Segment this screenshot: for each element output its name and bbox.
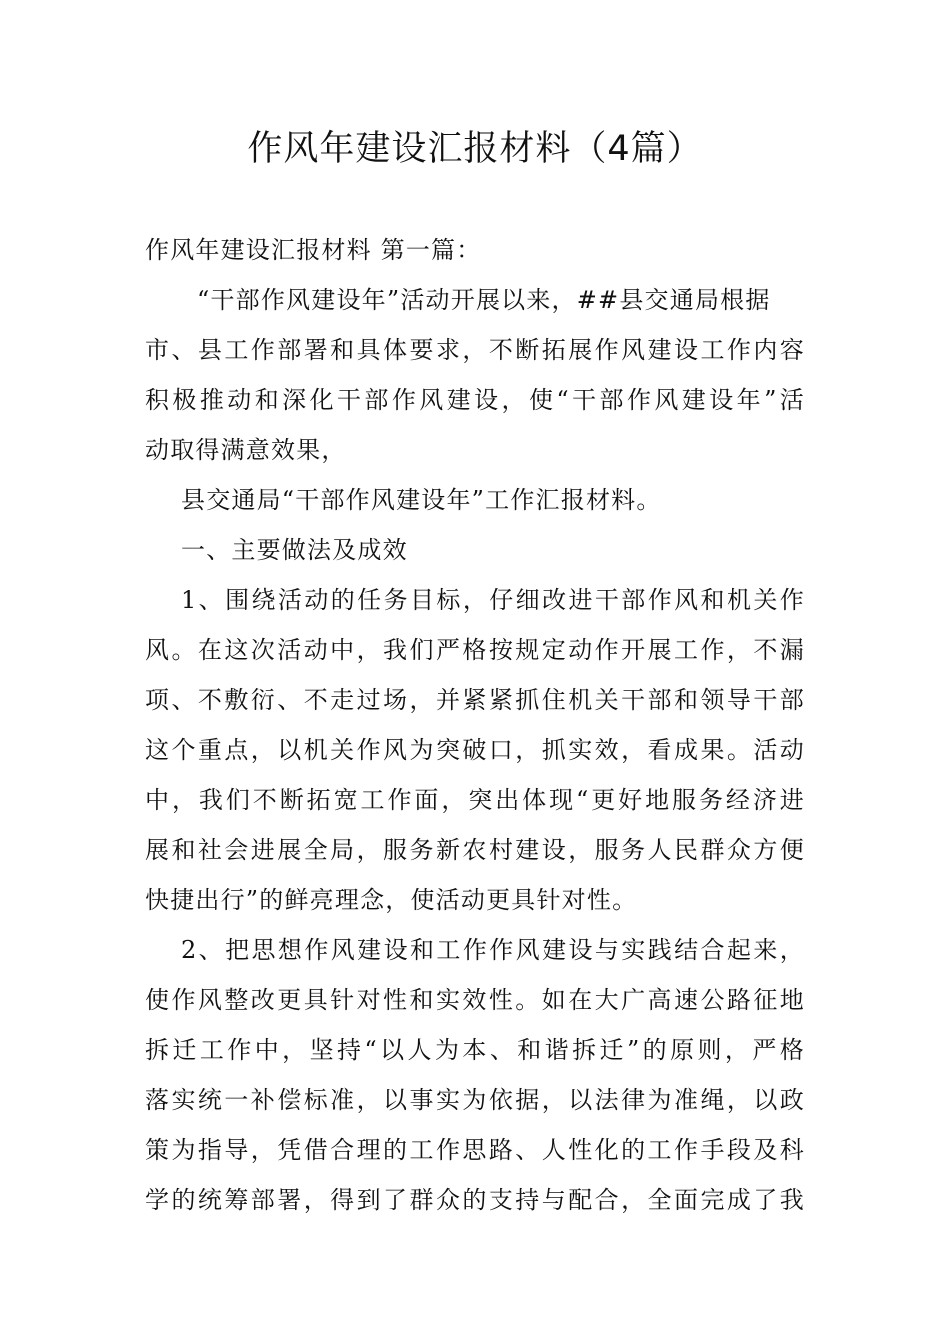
text-line: 市、县工作部署和具体要求，不断拓展作风建设工作内容 — [145, 336, 805, 364]
section-heading: 作风年建设汇报材料 第一篇： — [145, 236, 482, 264]
text-line: 县交通局“干部作风建设年”工作汇报材料。 — [181, 486, 662, 514]
text-line: 展和社会进展全局，服务新农村建设，服务人民群众方便 — [145, 836, 805, 864]
text-line: 快捷出行”的鲜亮理念，使活动更具针对性。 — [145, 886, 638, 914]
text-line: 使作风整改更具针对性和实效性。如在大广高速公路征地 — [145, 986, 805, 1014]
text-line: 中，我们不断拓宽工作面，突出体现“更好地服务经济进 — [145, 786, 805, 814]
text-line: 策为指导，凭借合理的工作思路、人性化的工作手段及科 — [145, 1136, 805, 1164]
text-line: 风。在这次活动中，我们严格按规定动作开展工作，不漏 — [145, 636, 805, 664]
text-line: 2、把思想作风建设和工作作风建设与实践结合起来， — [181, 936, 805, 964]
text-line: 积极推动和深化干部作风建设，使“干部作风建设年”活 — [145, 386, 805, 414]
text-line: 动取得满意效果， — [145, 436, 347, 464]
document-body — [145, 225, 805, 1225]
text-line: 这个重点，以机关作风为突破口，抓实效，看成果。活动 — [145, 736, 805, 764]
text-line: 落实统一补偿标准，以事实为依据，以法律为准绳，以政 — [145, 1086, 805, 1114]
document-title: 作风年建设汇报材料（4篇） — [247, 129, 703, 169]
text-line: 1、围绕活动的任务目标，仔细改进干部作风和机关作 — [181, 586, 805, 614]
text-line: “干部作风建设年”活动开展以来，##县交通局根据 — [197, 286, 771, 314]
text-line: 项、不敷衍、不走过场，并紧紧抓住机关干部和领导干部 — [145, 686, 805, 714]
text-line: 学的统筹部署，得到了群众的支持与配合，全面完成了我 — [145, 1186, 805, 1214]
text-line: 一、主要做法及成效 — [181, 536, 408, 564]
text-line: 拆迁工作中，坚持“以人为本、和谐拆迁”的原则，严格 — [145, 1036, 805, 1064]
